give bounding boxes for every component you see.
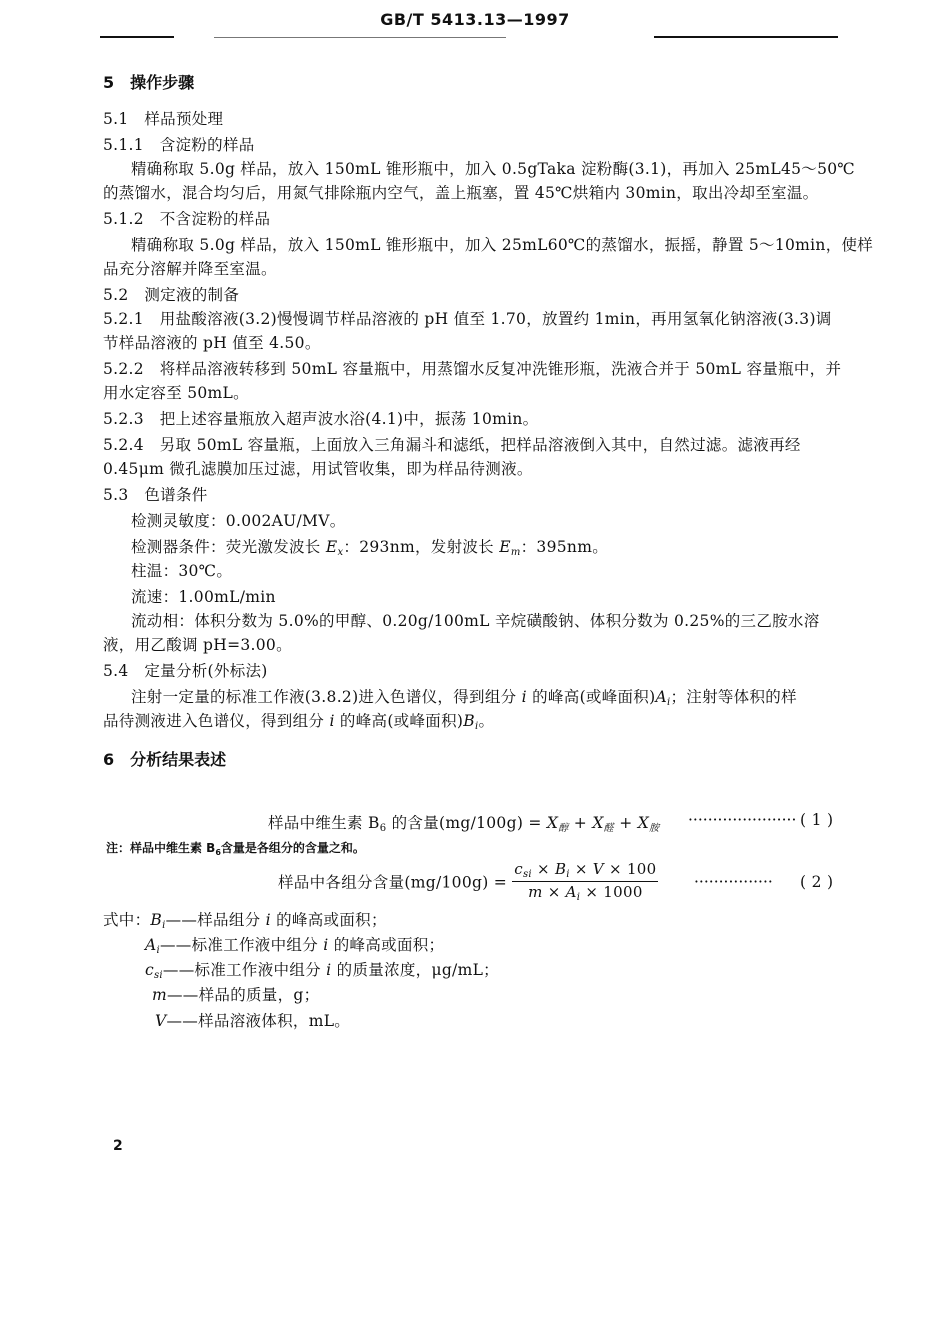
equation-2-number: ( 2 ) [800, 873, 834, 891]
legend-row: $c_{si}——$标准工作液中组分 i 的质量浓度，μg/mL； [145, 961, 499, 981]
equation-note: 注：样品中维生素 $B_6$含量是各组分的含量之和。 [106, 841, 365, 857]
section-5-title: 5 操作步骤 [103, 73, 195, 92]
section-5-2-2-line: 5.2.2 将样品溶液转移到 50mL 容量瓶中，用蒸馏水反复冲洗锥形瓶，洗液合并于 50mL 容量瓶中，并 [103, 360, 842, 378]
section-5-1-title: 5.1 样品预处理 [103, 110, 224, 128]
section-5-1-2-title: 5.1.2 不含淀粉的样品 [103, 210, 271, 228]
section-6-title: 6 分析结果表述 [103, 750, 227, 769]
legend-row: m——样品的质量，g； [152, 986, 320, 1004]
paragraph-line: 的蒸馏水，混合均匀后，用氮气排除瓶内空气，盖上瓶塞，置 45℃烘箱内 30min，取出冷却至室温。 [103, 184, 819, 202]
header-rule-mid [214, 37, 506, 38]
legend-row: V——样品溶液体积，mL。 [155, 1012, 351, 1030]
header-rule-right [654, 36, 838, 38]
mobile-phase-line: 流动相：体积分数为 5.0%的甲醇、0.20g/100mL 辛烷磺酸钠、体积分数为 0.25%的三乙胺水溶 [131, 612, 820, 630]
section-5-2-3-line: 5.2.3 把上述容量瓶放入超声波水浴(4.1)中，振荡 10min。 [103, 410, 539, 428]
legend-row: 式中：$B_i——$样品组分 i 的峰高或面积； [103, 911, 387, 931]
detection-sensitivity: 检测灵敏度：0.002AU/MV。 [131, 512, 346, 530]
section-5-1-1-title: 5.1.1 含淀粉的样品 [103, 136, 255, 154]
column-temperature: 柱温：30℃。 [131, 562, 233, 580]
header-rule-left [100, 36, 174, 38]
section-5-2-4-line: 5.2.4 另取 50mL 容量瓶，上面放入三角漏斗和滤纸，把样品溶液倒入其中，自然过滤。滤液再经 [103, 436, 801, 454]
document-header: GB/T 5413.13—1997 [380, 10, 570, 29]
paragraph-line: 节样品溶液的 pH 值至 4.50。 [103, 334, 321, 352]
section-5-4-title: 5.4 定量分析(外标法) [103, 662, 268, 680]
page-number: 2 [113, 1138, 123, 1154]
equation-2-leader: ················ [694, 873, 773, 891]
legend-row: $A_i——$标准工作液中组分 i 的峰高或面积； [145, 936, 445, 956]
equation-2: 样品中各组分含量(mg/100g) = $\frac{c_{si} \times B_i \times V \times 100}{m \times A_i \times 1000}$ [278, 860, 657, 903]
paragraph-line: 品充分溶解并降至室温。 [103, 260, 277, 278]
section-5-2-1-line: 5.2.1 用盐酸溶液(3.2)慢慢调节样品溶液的 pH 值至 1.70，放置约 1min，再用氢氧化钠溶液(3.3)调 [103, 310, 832, 328]
equation-2-denominator: $m \times A_i \times 1000$ [528, 883, 643, 903]
equation-1-number: ( 1 ) [800, 811, 834, 829]
detector-conditions: 检测器条件：荧光激发波长 $E_x$：293nm，发射波长 $E_m$：395nm。 [131, 538, 608, 558]
paragraph-line: 液，用乙酸调 pH=3.00。 [103, 636, 292, 654]
equation-2-numerator: $c_{si} \times B_i \times V \times 100$ [514, 860, 657, 880]
paragraph-line: 0.45μm 微孔滤膜加压过滤，用试管收集，即为样品待测液。 [103, 460, 533, 478]
section-5-2-title: 5.2 测定液的制备 [103, 286, 240, 304]
equation-1-leader: ······················ [688, 811, 797, 829]
flow-rate: 流速：1.00mL/min [131, 588, 276, 606]
paragraph-line: 品待测液进入色谱仪，得到组分 i 的峰高(或峰面积)$B_i$。 [103, 712, 495, 732]
paragraph-line: 精确称取 5.0g 样品，放入 150mL 锥形瓶中，加入 0.5gTaka 淀粉酶(3.1)，再加入 25mL45～50℃ [131, 160, 856, 178]
paragraph-line: 注射一定量的标准工作液(3.8.2)进入色谱仪，得到组分 i 的峰高(或峰面积)$A_i$；注射等体积的样 [131, 688, 797, 708]
equation-1: 样品中维生素 $B_6$ 的含量$(mg/100g) = X_醇 + X_醛 + X_胺$ [268, 814, 660, 834]
paragraph-line: 用水定容至 50mL。 [103, 384, 249, 402]
section-5-3-title: 5.3 色谱条件 [103, 486, 208, 504]
equation-2-fraction [512, 860, 658, 903]
paragraph-line: 精确称取 5.0g 样品，放入 150mL 锥形瓶中，加入 25mL60℃的蒸馏水，振摇，静置 5～10min，使样 [131, 236, 874, 254]
